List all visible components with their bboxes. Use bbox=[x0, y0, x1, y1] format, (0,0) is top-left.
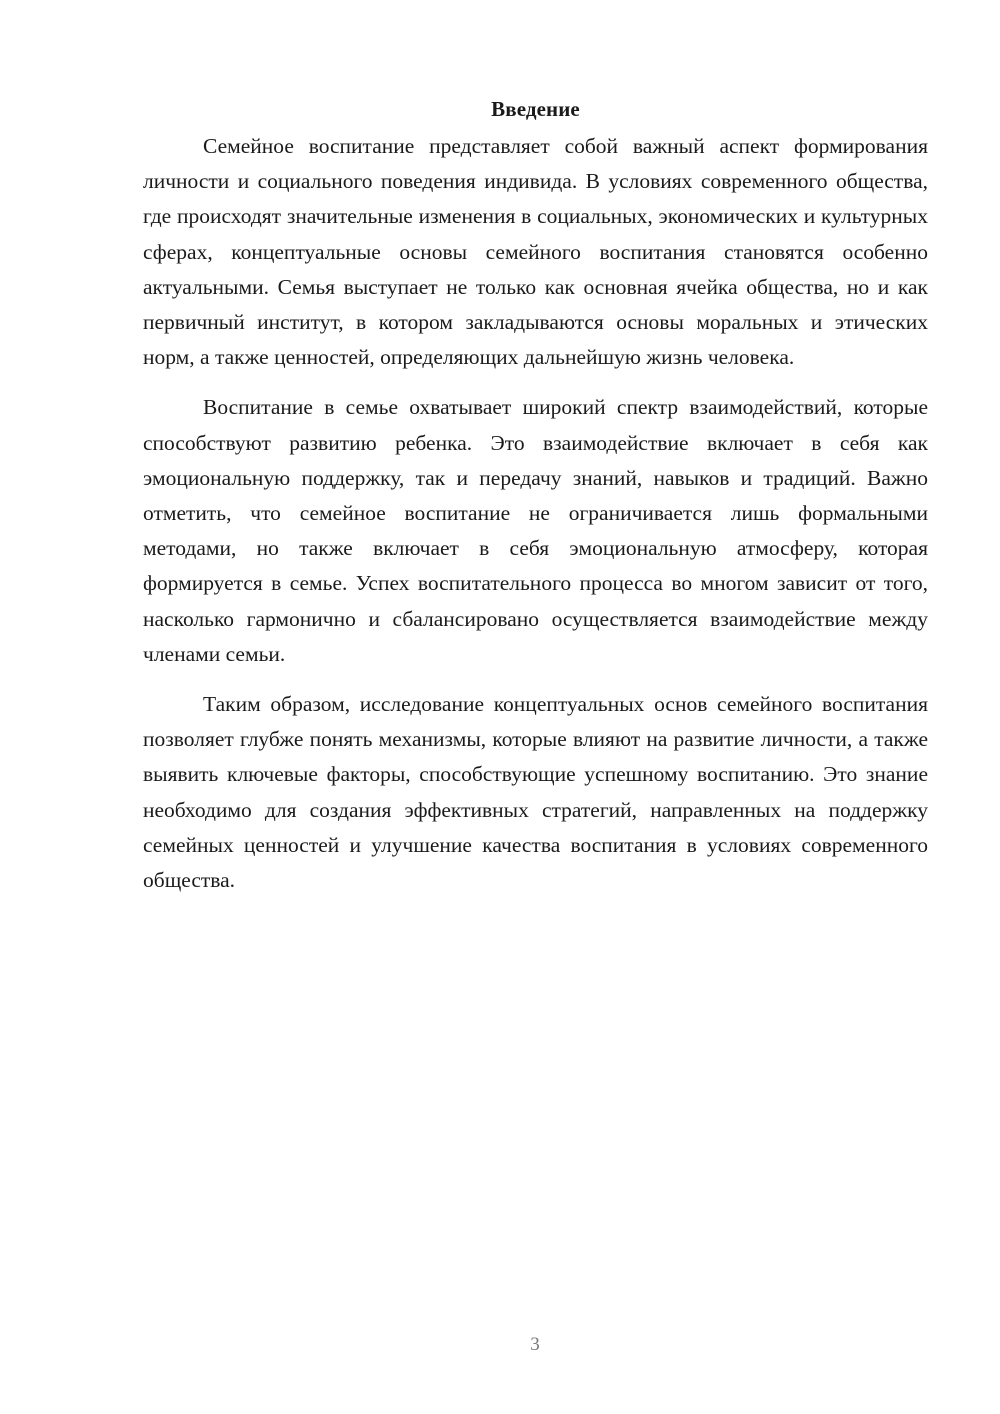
page-number: 3 bbox=[530, 1334, 540, 1355]
page-content bbox=[143, 92, 928, 898]
paragraph-3: Таким образом, исследование концептуальных основ семейного воспитания позволяет глубже понять механизмы, которые влияют на развитие личности, а также выявить ключевые факторы, способствующие успешному воспитанию. Это знание необходимо для создания эффективных стратегий, направленных на поддержку семейных ценностей и улучшение качества воспитания в условиях современного общества. bbox=[143, 692, 928, 893]
section-title: Введение bbox=[491, 97, 580, 121]
paragraph-2: Воспитание в семье охватывает широкий спектр взаимодействий, которые способствуют развитию ребенка. Это взаимодействие включает в себя как эмоциональную поддержку, так и передачу знаний, навыков и традиций. Важно отметить, что семейное воспитание не ограничивается лишь формальными методами, но также включает в себя эмоциональную атмосферу, которая формируется в семье. Успех воспитательного процесса во многом зависит от того, насколько гармонично и сбалансировано осуществляется взаимодействие между членами семьи. bbox=[143, 395, 928, 666]
paragraph-1: Семейное воспитание представляет собой важный аспект формирования личности и социального поведения индивида. В условиях современного общества, где происходят значительные изменения в социальных, экономических и культурных сферах, концептуальные основы семейного воспитания становятся особенно актуальными. Семья выступает не только как основная ячейка общества, но и как первичный институт, в котором закладываются основы моральных и этических норм, а также ценностей, определяющих дальнейшую жизнь человека. bbox=[143, 134, 928, 370]
